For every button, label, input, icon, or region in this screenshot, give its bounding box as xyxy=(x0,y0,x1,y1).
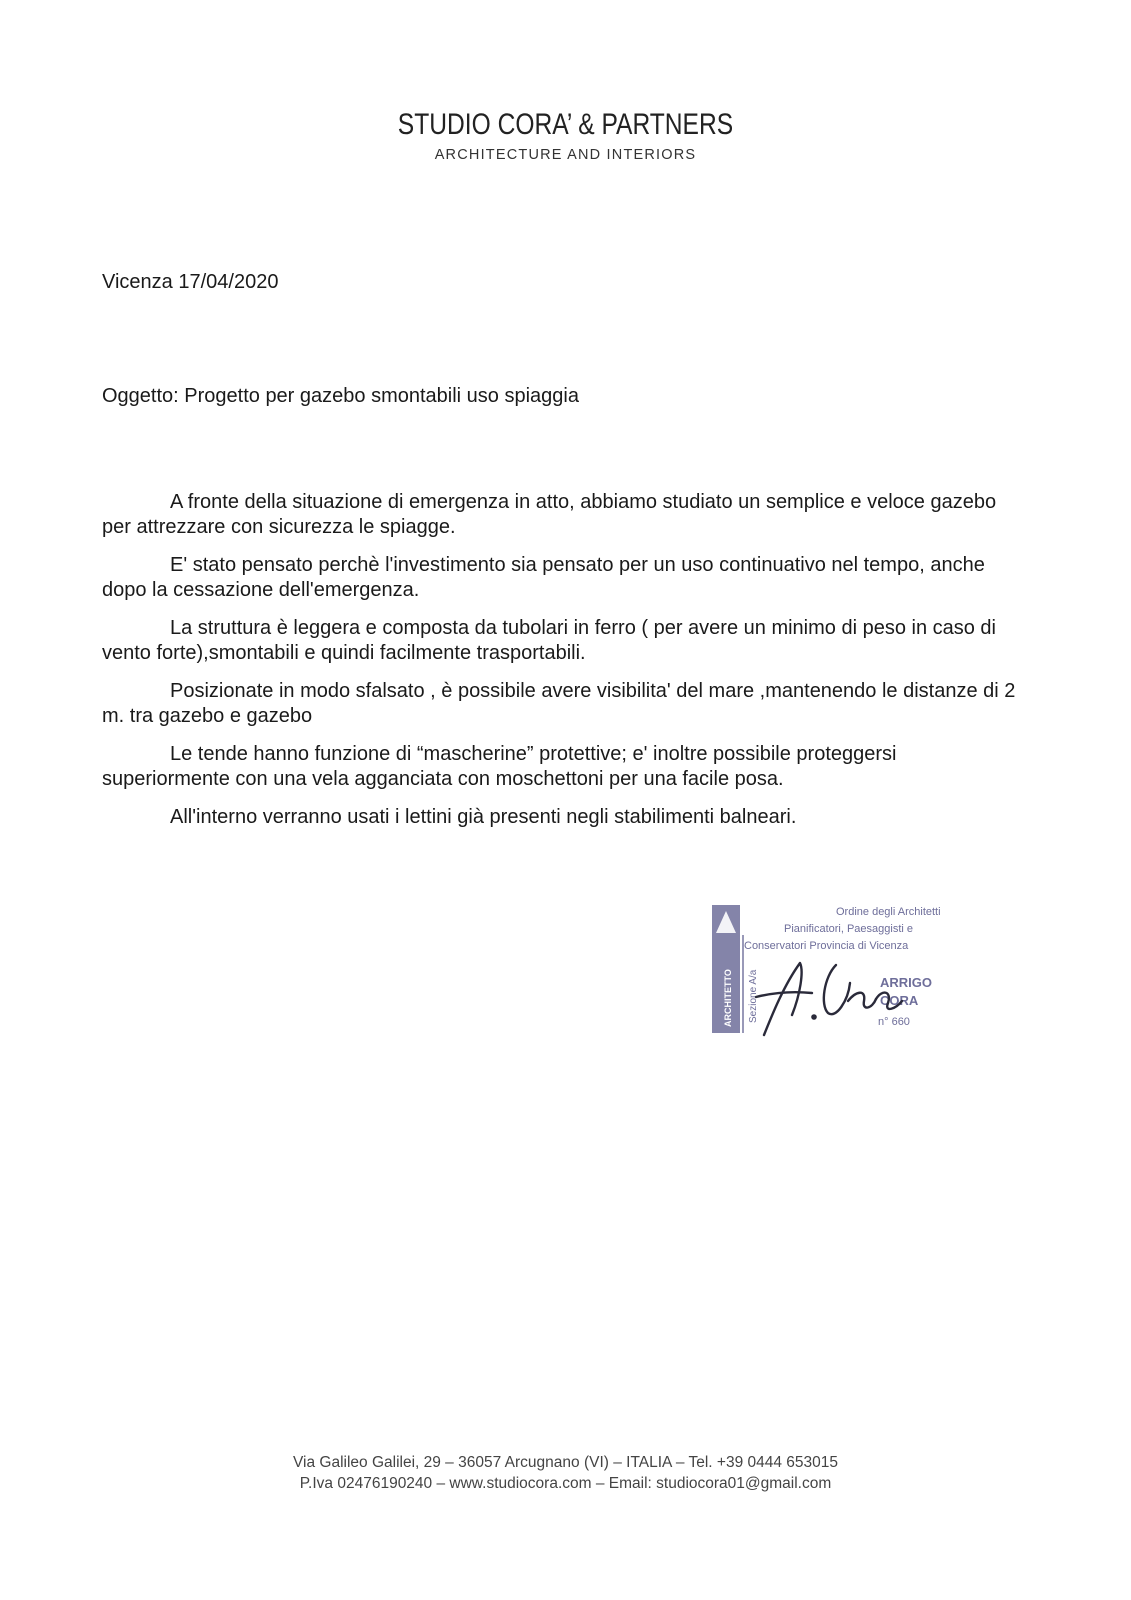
footer-contacts: P.Iva 02476190240 – www.studiocora.com – Email: studiocora01@gmail.com xyxy=(299,1475,832,1492)
paragraph: All'interno verranno usati i lettini già presenti negli stabilimenti balneari. xyxy=(170,806,797,828)
stamp-number: n° 660 xyxy=(878,1016,910,1028)
stamp-line-3: Conservatori Provincia di Vicenza xyxy=(744,940,909,952)
stamp-vertical-title: ARCHITETTO xyxy=(723,969,733,1027)
stamp-name-first: ARRIGO xyxy=(880,975,932,990)
subject-line: Oggetto: Progetto per gazebo smontabili uso spiaggia xyxy=(102,385,579,407)
footer xyxy=(0,1452,1131,1494)
footer-address: Via Galileo Galilei, 29 – 36057 Arcugnano (VI) – ITALIA – Tel. +39 0444 653015 xyxy=(292,1454,839,1471)
company-name: STUDIO CORA’ & PARTNERS xyxy=(397,108,734,141)
stamp-line-1: Ordine degli Architetti xyxy=(836,906,941,918)
stamp-name-last: CORA xyxy=(880,993,919,1008)
date-line: Vicenza 17/04/2020 xyxy=(102,271,279,293)
stamp-graphic xyxy=(712,905,952,1055)
company-tagline: ARCHITECTURE AND INTERIORS xyxy=(434,147,697,163)
paragraph: Le tende hanno funzione di “mascherine” protettive; e' inoltre possibile proteggersi superiormente con una vela agganciata con moschettoni per una facile posa. xyxy=(102,743,897,790)
paragraph: La struttura è leggera e composta da tubolari in ferro ( per avere un minimo di peso in caso di vento forte),smontabili e quindi facilmente trasportabili. xyxy=(102,617,996,664)
stamp-line-2: Pianificatori, Paesaggisti e xyxy=(784,923,914,935)
paragraph: Posizionate in modo sfalsato , è possibile avere visibilita' del mare ,mantenendo le distanze di 2 m. tra gazebo e gazebo xyxy=(102,680,1016,727)
architect-stamp xyxy=(712,905,952,1055)
letterhead xyxy=(0,108,1131,164)
stamp-vertical-section: Sezione A/a xyxy=(748,969,759,1023)
paragraph: E' stato pensato perchè l'investimento sia pensato per un uso continuativo nel tempo, anche dopo la cessazione dell'emergenza. xyxy=(102,554,985,601)
paragraph: A fronte della situazione di emergenza in atto, abbiamo studiato un semplice e veloce gazebo per attrezzare con sicurezza le spiagge. xyxy=(102,491,997,538)
letter-body xyxy=(102,490,1022,843)
